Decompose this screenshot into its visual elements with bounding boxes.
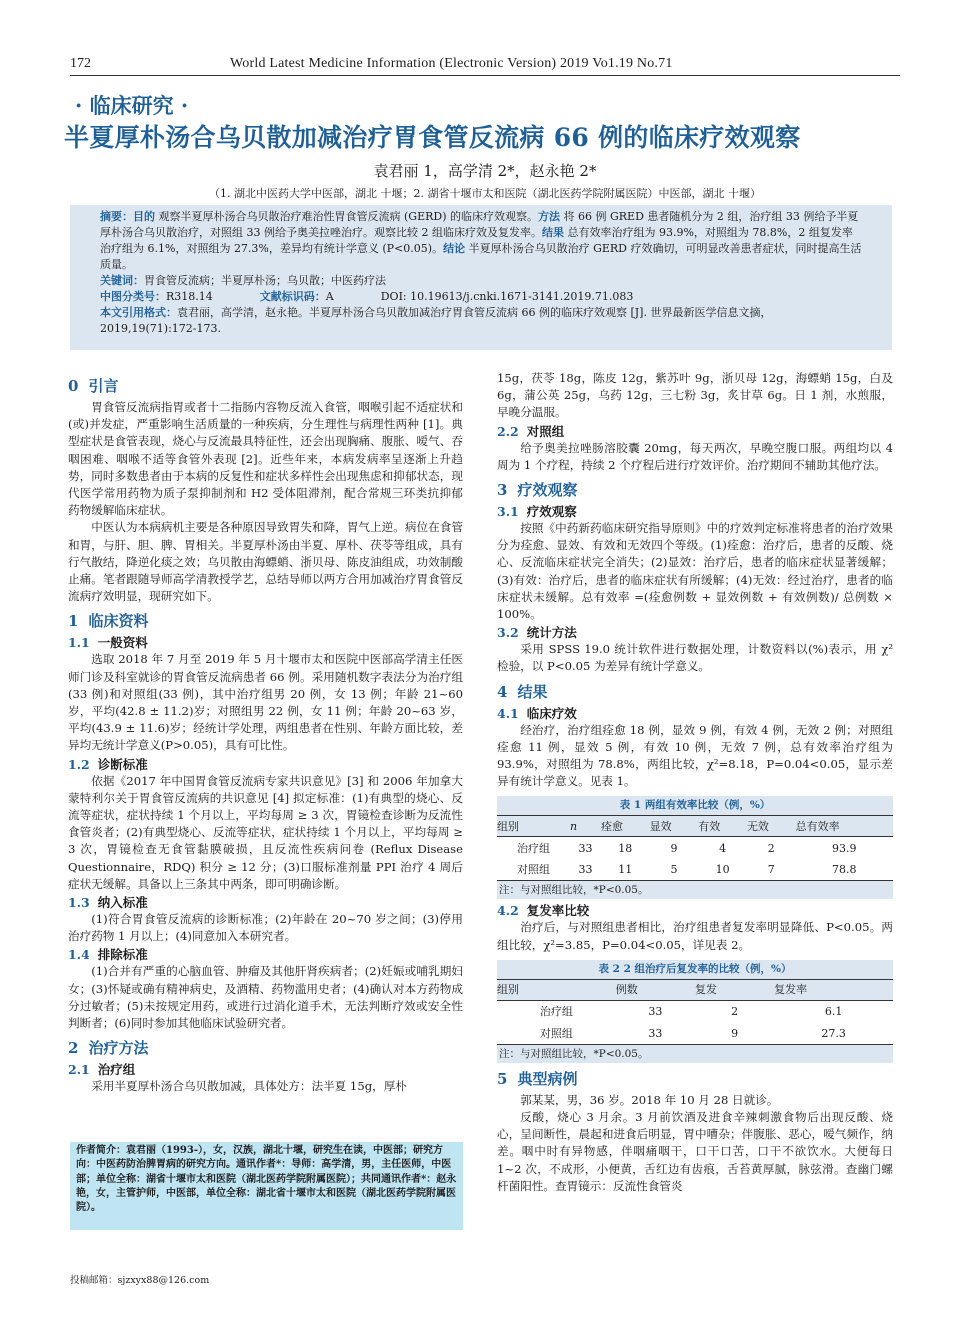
table1 [497, 815, 893, 881]
table-row [497, 837, 893, 859]
table-row [497, 1022, 893, 1044]
table-cell: 7 [747, 859, 796, 881]
section-heading: 0 引言 [68, 377, 119, 395]
paragraph: 给予奥美拉唑肠溶胶囊 20mg，每天两次，早晚空腹口服。两组均以 4 周为 1 个疗程，持续 2 个疗程后进行疗效评价。治疗期间不辅助其他疗法。 [497, 440, 893, 472]
table1-note: 注：与对照组比较，*P<0.05。 [497, 881, 893, 899]
t2-header-cell: 复发 [695, 979, 774, 1000]
table-cell: 对照组 [497, 859, 570, 881]
left-column [68, 370, 463, 1096]
table-cell: 18 [618, 841, 633, 855]
table-cell: 对照组 [497, 1022, 616, 1044]
table1-title: 表 1 两组有效率比较（例，%） [497, 796, 893, 815]
journal-title: World Latest Medicine Information (Electronic Version) 2019 Vo1.19 No.71 [230, 56, 673, 71]
paragraph: 依据《2017 年中国胃食管反流病专家共识意见》[3] 和 2006 年加拿大蒙特利尔关于胃食管反流病的共识意见 [4] 拟定标准：(1)有典型的烧心、反流等症状，症状持续 1 个月以上，平均每周 ≥ 3 次，胃镜检查诊断为反流性食管炎者；(2)有典型烧心、反流等症状，症状持续 1 个月以上，平均每周 ≥ 3 次，胃镜检查无食管黏膜破损，且反流性疾病问卷 (Reflux Disease Questionnaire，RDQ) 积分 ≥ 12 分；(3)口服标准剂量 PPI 治疗 4 周后症状无缓解。具备以上三条其中两条，即可明确诊断。 [68, 773, 463, 891]
table-cell: 5 [650, 859, 699, 881]
article-title: 半夏厚朴汤合乌贝散加减治疗胃食管反流病 66 例的临床疗效观察 [64, 123, 801, 152]
table-cell: 33 [570, 859, 601, 881]
subsection-heading: 3.2 统计方法 [497, 625, 577, 641]
t1-header-cell: 有效 [698, 816, 747, 837]
table-cell: 治疗组 [539, 1005, 573, 1018]
table-row [497, 859, 893, 881]
table-cell: 33 [648, 1005, 663, 1018]
table-cell: 9 [670, 841, 678, 855]
table2 [497, 979, 893, 1045]
table-cell: 4 [719, 841, 727, 855]
abstract-box [70, 205, 892, 350]
citation: 本文引用格式：袁君丽，高学清，赵永艳。半夏厚朴汤合乌贝散加减治疗胃食管反流病 66 例的临床疗效观察 [J]. 世界最新医学信息文摘，2019,19(71):172-173. [100, 306, 772, 335]
submission-email[interactable]: 投稿邮箱：sjzxyx88@126.com [70, 1275, 210, 1286]
subsection-heading: 4.2 复发率比较 [497, 903, 590, 919]
column-label: · 临床研究 · [75, 93, 189, 118]
t2-header-cell: 组别 [497, 979, 616, 1000]
paragraph: (1)合并有严重的心脑血管、肿瘤及其他肝肾疾病者；(2)妊娠或哺乳期妇女；(3)怀疑或确有精神病史，及酒精、药物滥用史者；(4)确认对本方药物成分过敏者；(5)未按规定用药，或进行过消化道手术，无法判断疗效或安全性判断者；(6)同时参加其他临床试验研究者。 [68, 964, 463, 1031]
subsection-heading: 2.1 治疗组 [68, 1062, 136, 1078]
t1-header-cell: 痊愈 [601, 816, 650, 837]
section-heading: 2 治疗方法 [68, 1039, 149, 1058]
keywords: 关键词：胃食管反流病；半夏厚朴汤；乌贝散；中医药疗法 [100, 274, 386, 287]
table-cell: 2 [731, 1005, 739, 1018]
paragraph: 按照《中药新药临床研究指导原则》中的疗效判定标准将患者的治疗效果分为痊愈、显效、有效和无效四个等级。(1)痊愈：治疗后，患者的反酸、烧心、反流临床症状完全消失；(2)显效：治疗后，患者的临床症状显著缓解；(3)有效：治疗后，患者的临床症状有所缓解；(4)无效：经过治疗，患者的临床症状未缓解。总有效率 =(痊愈例数 + 显效例数 + 有效例数)/ 总例数 × 100%。 [497, 521, 893, 622]
t1-header-cell: 显效 [650, 816, 699, 837]
section-heading: 4 结果 [497, 682, 548, 701]
paragraph: 采用 SPSS 19.0 统计软件进行数据处理，计数资料以(%)表示，用 χ² 检验，以 P<0.05 为差异有统计学意义。 [497, 642, 893, 674]
table-cell: 27.3 [774, 1022, 893, 1044]
table-cell: 2 [767, 841, 775, 855]
paragraph: 经治疗，治疗组痊愈 18 例，显效 9 例，有效 4 例，无效 2 例；对照组痊愈 11 例，显效 5 例，有效 10 例，无效 7 例，总有效率治疗组为 93.9%，对照组为 78.8%，两组比较，χ²=8.18，P=0.04<0.05，显示差异有统计学意义。见表 1。 [497, 722, 893, 789]
paragraph: 15g，茯苓 18g，陈皮 12g，紫苏叶 9g，浙贝母 12g，海螵蛸 15g，白及 6g，蒲公英 25g，乌药 12g，三七粉 3g，炙甘草 6g。日 1 剂，水煎服，早晚分温服。 [497, 371, 893, 420]
page-number: 172 [70, 56, 91, 71]
table2-title: 表 2 2 组治疗后复发率的比较（例，%） [497, 960, 893, 979]
abstract-text: 摘要：目的 观察半夏厚朴汤合乌贝散治疗难治性胃食管反流病 (GERD) 的临床疗效观察。方法 将 66 例 GRED 患者随机分为 2 组，治疗组 33 例给予半夏厚朴汤合乌贝散治疗，对照组 33 例给予奥美拉唑治疗。观察比较 2 组临床疗效及复发率。结果 总有效率治疗组为 93.9%，对照组为 78.8%，2 组复发率治疗组为 6.1%，对照组为 27.3%，差异均有统计学意义 (P<0.05)。结论 半夏厚朴汤合乌贝散治疗 GERD 疗效确切，可明显改善患者症状，同时提高生活质量。 [100, 210, 862, 271]
affiliations: （1. 湖北中医药大学中医部，湖北 十堰；2. 湖省十堰市太和医院（湖北医药学院附属医院）中医部，湖北 十堰） [209, 187, 761, 200]
table-cell: 78.8 [796, 859, 893, 881]
table-cell: 9 [695, 1022, 774, 1044]
classification-line: 中图分类号：R318.14 文献标识码：A DOI: 10.19613/j.cnki.1671-3141.2019.71.083 [100, 290, 634, 303]
section-heading: 3 疗效观察 [497, 481, 578, 500]
subsection-heading: 1.2 诊断标准 [68, 756, 148, 772]
table-cell: 33 [616, 1022, 695, 1044]
author-info-box: 作者简介：袁君丽（1993-），女，汉族，湖北十堰，研究生在读，中医部；研究方向：中医药防治脾胃病的研究方向。通讯作者*：导师：高学清，男，主任医师，中医部；单位全称：湖省十堰市太和医院（湖北医药学院附属医院）；共同通讯作者*：赵永艳，女，主管护师，中医部，单位全称：湖北省十堰市太和医院（湖北医药学院附属医院）。 [70, 1142, 463, 1230]
right-column [497, 370, 893, 1195]
t1-header-cell: 无效 [747, 816, 796, 837]
table-cell: 治疗组 [517, 841, 550, 855]
t2-header-cell: 复发率 [774, 979, 893, 1000]
running-header [70, 54, 900, 76]
subsection-heading: 1.4 排除标准 [68, 947, 148, 963]
table2-note: 注：与对照组比较，*P<0.05。 [497, 1045, 893, 1063]
table-cell: 11 [601, 859, 650, 881]
table-cell: 33 [578, 841, 593, 855]
table-cell: 10 [698, 859, 747, 881]
paragraph: (1)符合胃食管反流病的诊断标准；(2)年龄在 20~70 岁之间；(3)停用治疗药物 1 月以上；(4)同意加入本研究者。 [68, 912, 463, 944]
doi[interactable]: DOI: 10.19613/j.cnki.1671-3141.2019.71.083 [380, 290, 634, 303]
table-cell: 6.1 [824, 1005, 843, 1018]
subsection-heading: 1.3 纳入标准 [68, 895, 148, 911]
t2-header-cell: 例数 [616, 979, 695, 1000]
subsection-heading: 3.1 疗效观察 [497, 504, 577, 520]
paragraph: 治疗后，与对照组患者相比，治疗组患者复发率明显降低、P<0.05。两组比较，χ²=3.85，P=0.04<0.05，详见表 2。 [497, 920, 893, 952]
paragraph: 采用半夏厚朴汤合乌贝散加减，具体处方：法半夏 15g，厚朴 [91, 1079, 407, 1094]
paragraph: 郭某某，男，36 岁。2018 年 10 月 28 日就诊。 [520, 1092, 779, 1107]
paragraph: 选取 2018 年 7 月至 2019 年 5 月十堰市太和医院中医部高学清主任医师门诊及科室就诊的胃食管反流病患者 66 例。采用随机数字表法分为治疗组(33 例)和对照组(33 例)，其中治疗组男 20 例，女 13 例；年龄 21~60 岁，平均(42.8 ± 11.2)岁；对照组男 22 例，女 11 例；年龄 20~63 岁，平均(43.9 ± 11.6)岁；经统计学处理，两组患者在性别、年龄方面比较，差异均无统计学意义(P>0.05)，具有可比性。 [68, 652, 463, 753]
table-cell: 93.9 [832, 841, 857, 855]
paragraph: 中医认为本病病机主要是各种原因导致胃失和降，胃气上逆。病位在食管和胃，与肝、胆、脾、胃相关。半夏厚朴汤由半夏、厚朴、茯苓等组成，具有行气散结，降逆化痰之效；乌贝散由海螵蛸、浙贝母、陈皮油组成，功效制酸止痛。笔者跟随导师高学清教授学艺，总结导师以两方合用加减治疗胃食管反流病疗效明显，现研究如下。 [68, 520, 463, 604]
t1-header-cell: n [570, 816, 601, 837]
subsection-heading: 2.2 对照组 [497, 423, 565, 439]
subsection-heading: 4.1 临床疗效 [497, 705, 577, 721]
authors: 袁君丽 1，高学清 2*，赵永艳 2* [373, 162, 597, 180]
paragraph: 反酸，烧心 3 月余。3 月前饮酒及进食辛辣刺激食物后出现反酸、烧心，呈间断性，晨起和进食后明显，胃中嘈杂；伴腹胀、恶心，嗳气频作，纳差。咽中时有异物感，伴咽痛咽干，口干口苦，口干不欲饮水。大便每日 1~2 次，不成形，小便黄，舌红边有齿痕，舌苔黄厚腻，脉弦滑。查幽门螺杆菌阳性。查胃镜示：反流性食管炎 [497, 1110, 893, 1193]
subsection-heading: 1.1 一般资料 [68, 635, 148, 651]
t1-header-cell: 总有效率 [796, 816, 893, 837]
t1-header-cell: 组别 [497, 816, 570, 837]
section-heading: 1 临床资料 [68, 612, 149, 631]
section-heading: 5 典型病例 [497, 1069, 578, 1088]
table-row [497, 1000, 893, 1022]
paragraph: 胃食管反流病指胃或者十二指肠内容物反流入食管，咽喉引起不适症状和(或)并发症，严重影响生活质量的一种疾病，分生理性与病理性两种 [1]。典型症状是食管表现，烧心与反流最具特征性，还会出现胸痛、腹胀、嗳气、吞咽困难、咽喉不适等食管外表现 [2]。近些年来，本病发病率呈逐渐上升趋势，同时多数患者由于本病的反复性和症状多样性会出现焦虑和抑郁状态，现代医学常用药物为质子泵抑制剂和 H2 受体阻滞剂，配合常规三环类抗抑郁药物缓解临床症状。 [68, 400, 463, 518]
